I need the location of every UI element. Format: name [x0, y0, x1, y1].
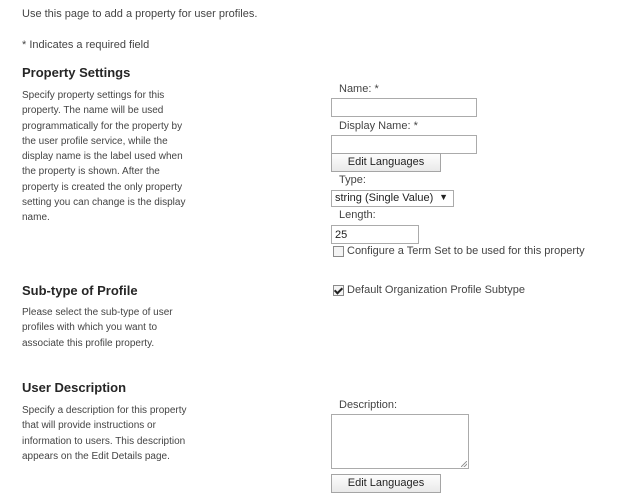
intro-text: Use this page to add a property for user profiles. [22, 8, 258, 20]
description-line: property. The name will be used [22, 105, 164, 117]
description-line: information to users. This description [22, 435, 186, 447]
default-subtype-label: Default Organization Profile Subtype [347, 284, 525, 296]
edit-languages-button[interactable]: Edit Languages [331, 153, 441, 172]
description-line: that will provide instructions or [22, 420, 156, 432]
display-name-input[interactable] [331, 135, 477, 154]
required-field-note: * Indicates a required field [22, 39, 150, 51]
description-line: profiles with which you want to [22, 322, 158, 334]
name-label: Name: * [339, 83, 379, 95]
description-line: associate this profile property. [22, 337, 155, 349]
description-line: Please select the sub-type of user [22, 307, 173, 318]
description-line: appears on the Edit Details page. [22, 450, 170, 462]
subtype-description [22, 305, 222, 351]
description-line: Specify property settings for this [22, 90, 165, 101]
description-label: Description: [339, 399, 398, 411]
chevron-down-icon: ▼ [439, 192, 448, 202]
property-settings-title: Property Settings [22, 65, 131, 80]
description-line: the user profile service, while the [22, 135, 168, 147]
description-edit-languages-button[interactable]: Edit Languages [331, 474, 441, 493]
user-description-title: User Description [22, 380, 127, 395]
default-subtype-checkbox[interactable] [333, 285, 344, 296]
property-settings-description [22, 88, 222, 226]
type-label: Type: [339, 174, 366, 186]
display-name-label: Display Name: * [339, 120, 418, 132]
user-description-description [22, 403, 222, 464]
description-line: Specify a description for this property [22, 405, 187, 416]
description-line: property is created the only property [22, 181, 183, 193]
length-input[interactable] [331, 225, 419, 244]
type-select[interactable] [331, 190, 454, 207]
term-set-label: Configure a Term Set to be used for this property [347, 245, 585, 257]
resize-grip-icon[interactable] [461, 461, 467, 467]
description-line: setting you can change is the display [22, 197, 186, 209]
type-selected-value: string (Single Value) [335, 192, 434, 204]
description-textarea[interactable] [331, 414, 469, 469]
subtype-title: Sub-type of Profile [22, 283, 138, 298]
description-line: name. [22, 212, 50, 224]
description-line: the property is shown. After the [22, 166, 160, 178]
description-line: display name is the label used when [22, 151, 183, 163]
name-input[interactable] [331, 98, 477, 117]
term-set-checkbox[interactable] [333, 246, 344, 257]
description-line: programmatically for the property by [22, 120, 183, 132]
length-label: Length: [339, 209, 376, 221]
